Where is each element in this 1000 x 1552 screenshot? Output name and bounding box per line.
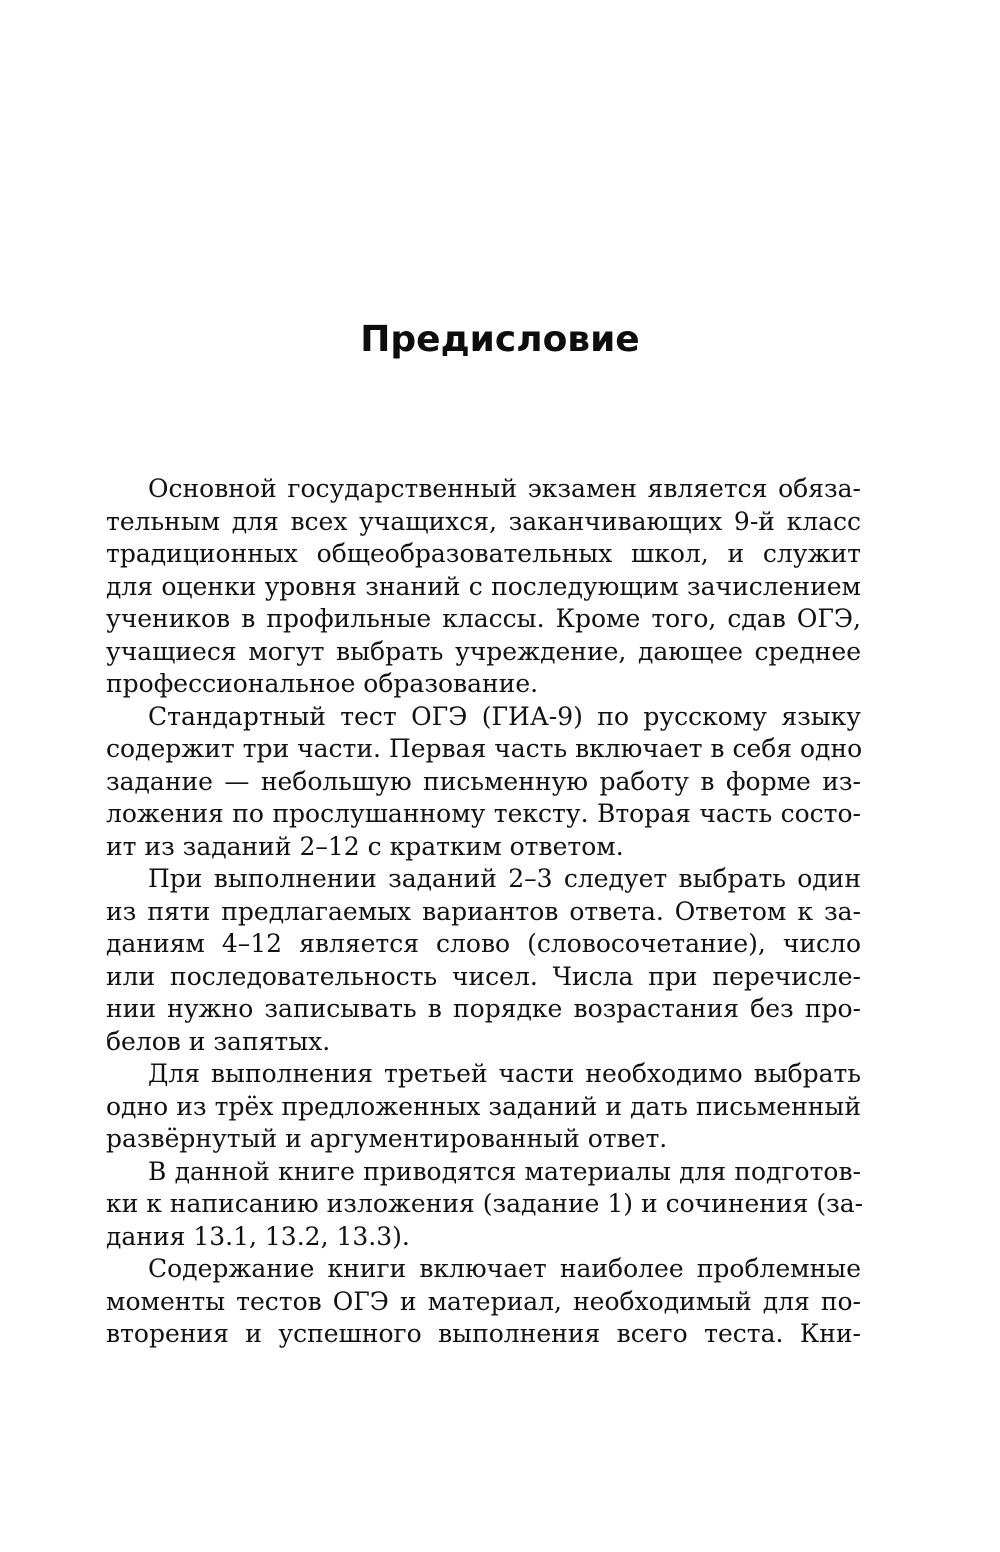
text-line: Для выполнения третьей части необходимо выбрать — [148, 1059, 861, 1088]
text-line: При выполнении заданий 2–3 следует выбрать один — [148, 864, 861, 893]
text-line: учащиеся могут выбрать учреждение, дающее среднее — [106, 636, 861, 666]
page-title: Предисловие — [360, 319, 640, 360]
text-line: содержит три части. Первая часть включает в себя одно — [106, 734, 863, 763]
text-line: белов и запятых. — [106, 1026, 331, 1056]
text-line: из пяти предлагаемых вариантов ответа. Ответом к за- — [106, 896, 861, 926]
text-line: или последовательность чисел. Числа при перечисле- — [106, 961, 861, 991]
text-line: одно из трёх предложенных заданий и дать письменный — [106, 1091, 861, 1121]
text-line: В данной книге приводятся материалы для подготов- — [148, 1156, 861, 1186]
text-line: профессиональное образование. — [106, 669, 539, 698]
text-line: ложения по прослушанному тексту. Вторая часть состо- — [106, 799, 861, 828]
text-line: задание — небольшую письменную работу в форме из- — [106, 766, 861, 796]
text-line: моменты тестов ОГЭ и материал, необходимый для по- — [106, 1286, 861, 1316]
paragraph — [106, 701, 861, 864]
text-line: ки к написанию изложения (задание 1) и сочинения (за- — [106, 1189, 864, 1218]
text-line: дания 13.1, 13.2, 13.3). — [106, 1221, 410, 1251]
text-line: Основной государственный экзамен является обяза- — [148, 474, 861, 503]
paragraph — [106, 1253, 861, 1351]
paragraph — [106, 1156, 864, 1254]
text-line: тельным для всех учащихся, заканчивающих 9-й класс — [106, 506, 861, 536]
text-line: традиционных общеобразовательных школ, и служит — [106, 539, 861, 568]
text-line: для оценки уровня знаний с последующим зачислением — [106, 571, 861, 601]
text-line: развёрнутый и аргументированный ответ. — [106, 1124, 668, 1153]
text-line: учеников в профильные классы. Кроме того, сдав ОГЭ, — [106, 604, 861, 633]
text-line: ит из заданий 2–12 с кратким ответом. — [106, 831, 624, 861]
text-line: нии нужно записывать в порядке возрастания без про- — [106, 994, 861, 1023]
text-line: вторения и успешного выполнения всего теста. Кни- — [106, 1319, 861, 1348]
body-text — [106, 473, 864, 1351]
paragraph — [106, 863, 861, 1058]
paragraph — [106, 473, 861, 701]
text-line: даниям 4–12 является слово (словосочетание), число — [106, 929, 861, 958]
text-line: Стандартный тест ОГЭ (ГИА-9) по русскому языку — [148, 701, 861, 731]
text-line: Содержание книги включает наиболее проблемные — [148, 1254, 861, 1283]
paragraph — [106, 1058, 861, 1156]
